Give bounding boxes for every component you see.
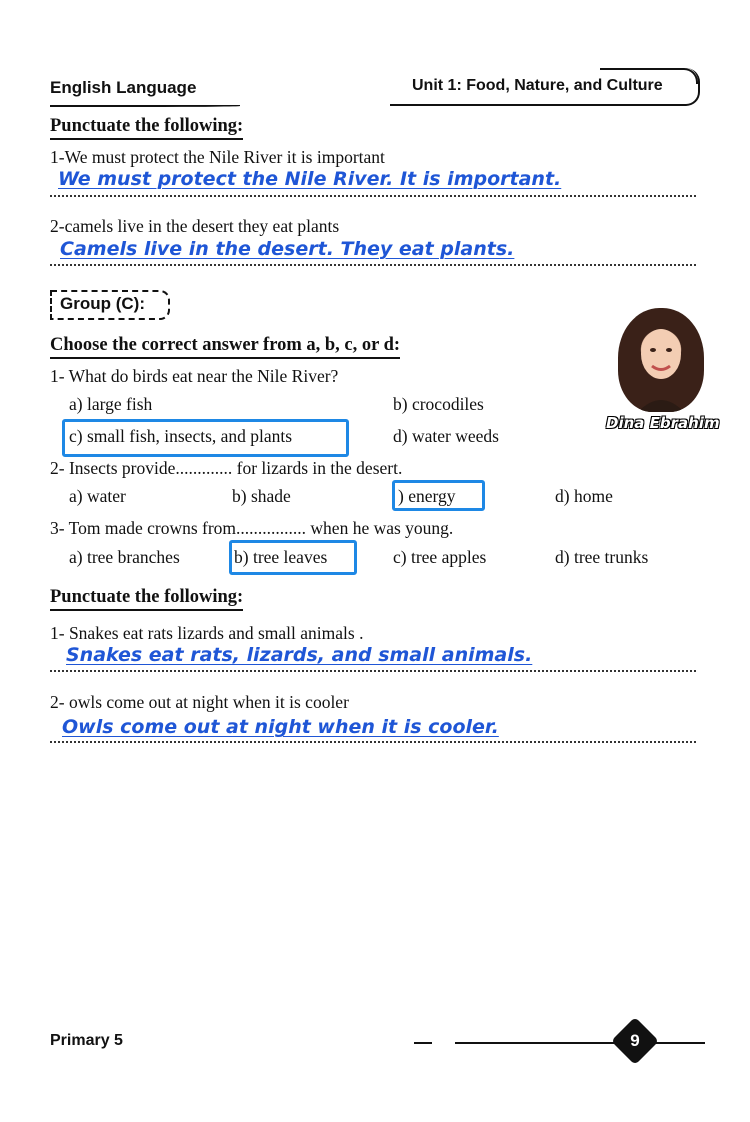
mcq-question-2: 2- Insects provide............. for lizards in the desert. [50, 458, 403, 478]
page-number: 9 [630, 1031, 640, 1050]
subject-title: English Language [50, 78, 197, 97]
answer-line-4 [50, 741, 696, 743]
mcq-2-option-c[interactable]: ) energy [398, 486, 456, 506]
mcq-3-option-d[interactable]: d) tree trunks [555, 547, 649, 567]
punctuate-question-2: 2-camels live in the desert they eat plants [50, 216, 340, 236]
teacher-portrait-icon [618, 308, 704, 412]
answer-line-1 [50, 195, 696, 197]
group-label: Group (C): [60, 294, 145, 313]
punctuate-answer-3: Snakes eat rats, lizards, and small animals. [66, 644, 533, 666]
mcq-2-option-d[interactable]: d) home [555, 486, 613, 506]
punctuate-answer-2: Camels live in the desert. They eat plants. [60, 238, 515, 260]
section-title-punctuate-1: Punctuate the following: [50, 116, 243, 140]
teacher-name: Dina Ebrahim [606, 414, 720, 432]
mcq-2-option-b[interactable]: b) shade [232, 486, 291, 506]
header-left-underline [50, 105, 240, 107]
mcq-3-option-b[interactable]: b) tree leaves [234, 547, 328, 567]
footer-line-left [455, 1042, 615, 1044]
mcq-1-option-b[interactable]: b) crocodiles [393, 394, 484, 414]
mcq-question-1: 1- What do birds eat near the Nile River? [50, 366, 339, 386]
section-title-choose: Choose the correct answer from a, b, c, or d: [50, 335, 400, 359]
mcq-1-option-d[interactable]: d) water weeds [393, 426, 499, 446]
mcq-3-option-a[interactable]: a) tree branches [69, 547, 180, 567]
mcq-2-option-a[interactable]: a) water [69, 486, 126, 506]
punctuate-question-1: 1-We must protect the Nile River it is important [50, 147, 385, 167]
punctuate-question-4: 2- owls come out at night when it is cooler [50, 692, 349, 712]
footer-line-dash [414, 1042, 432, 1044]
teacher-avatar [618, 308, 704, 412]
punctuate-answer-4: Owls come out at night when it is cooler. [62, 716, 499, 738]
grade-label: Primary 5 [50, 1032, 123, 1049]
unit-title: Unit 1: Food, Nature, and Culture [412, 77, 663, 94]
mcq-1-option-a[interactable]: a) large fish [69, 394, 153, 414]
mcq-3-option-c[interactable]: c) tree apples [393, 547, 487, 567]
answer-line-3 [50, 670, 696, 672]
mcq-question-3: 3- Tom made crowns from................ when he was young. [50, 518, 454, 538]
mcq-1-option-c[interactable]: c) small fish, insects, and plants [69, 426, 293, 446]
answer-line-2 [50, 264, 696, 266]
punctuate-question-3: 1- Snakes eat rats lizards and small animals . [50, 623, 364, 643]
section-title-punctuate-2: Punctuate the following: [50, 587, 243, 611]
footer-line-right [655, 1042, 705, 1044]
punctuate-answer-1: We must protect the Nile River. It is important. [58, 168, 562, 190]
